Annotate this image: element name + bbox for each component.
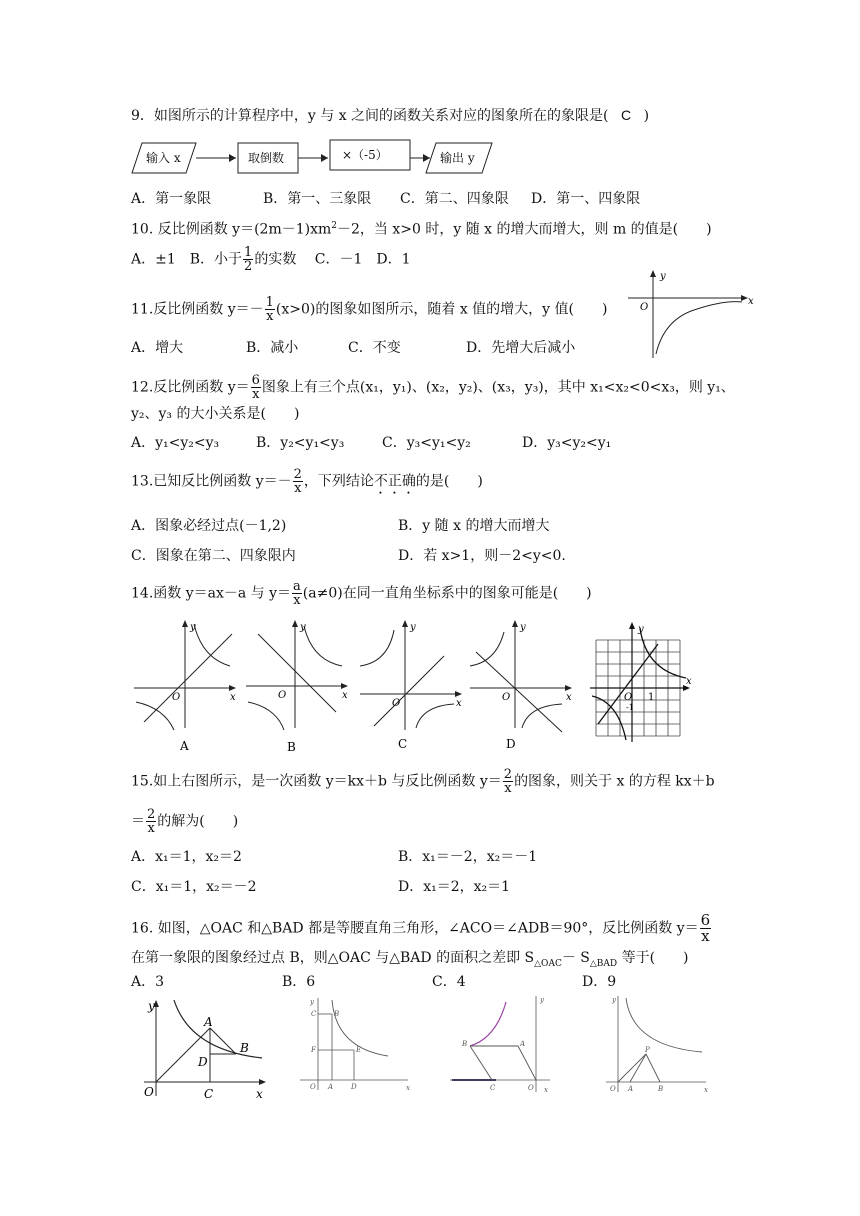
- q15-frac-2-n: 2: [147, 807, 156, 822]
- q15-frac-2: [146, 808, 156, 835]
- q16f3-b: B: [462, 1040, 468, 1048]
- q12-frac-n: 6: [251, 373, 260, 388]
- q16f4-x: x: [704, 1086, 708, 1094]
- q11-frac: [265, 296, 275, 323]
- q16f4-y: y: [612, 996, 616, 1004]
- q13-emph: 不正确: [373, 473, 416, 490]
- q16f1-o: O: [144, 1085, 154, 1099]
- q16-figure-1: [138, 996, 273, 1104]
- q16f1-x: x: [256, 1087, 263, 1101]
- flow-input-label: 输入 x: [146, 151, 181, 165]
- q13-frac-d: x: [294, 481, 302, 496]
- q14-grid-graph: [588, 620, 698, 745]
- q14a-o: O: [172, 692, 181, 703]
- q10-frac-d: 2: [244, 259, 253, 274]
- q16f4-p: P: [645, 1046, 650, 1054]
- q16f2-o: O: [310, 1083, 316, 1091]
- q11-stem-a: 11.反比例函数 y＝－: [131, 301, 264, 318]
- q9-option-d: D．第一、四象限: [531, 191, 641, 207]
- q16-stem-b: 在第一象限的图象经过点 B，则△OAC 与△BAD 的面积之差即 S: [131, 950, 535, 966]
- q16-sub2: △BAD: [589, 958, 618, 969]
- q14-graph-b: [242, 618, 354, 758]
- q16f3-a: A: [520, 1040, 526, 1048]
- q14-caption-b: B: [287, 740, 296, 754]
- q9-answer: C: [620, 107, 632, 123]
- q14-graph-d: [466, 618, 578, 758]
- q9-stem: [131, 105, 649, 126]
- q11-graph-x: x: [748, 296, 754, 307]
- q16f2-a: A: [328, 1083, 334, 1091]
- q15-frac-1-d: x: [504, 781, 512, 796]
- q16f2-x: x: [406, 1084, 410, 1092]
- q16-frac: [700, 913, 712, 944]
- q12-frac: [251, 374, 261, 401]
- q12-option-d: D．y₃<y₂<y₁: [522, 435, 612, 451]
- q15-stem-d: 的解为( ): [157, 813, 239, 830]
- flow-reciprocal-label: 取倒数: [248, 151, 285, 165]
- q11-frac-d: x: [266, 309, 274, 324]
- q14grid-y: y: [638, 624, 644, 635]
- q10-stem-b: －2，当 x>0 时，y 随 x 的增大而增大，则 m 的值是( ): [337, 221, 712, 238]
- q14grid-one: 1: [648, 692, 655, 703]
- q11-option-a: A．增大: [131, 340, 184, 356]
- q16f3-o: O: [528, 1084, 534, 1092]
- q16f2-d: D: [351, 1083, 357, 1091]
- q16f2-c: C: [311, 1010, 317, 1018]
- q16-frac-d: x: [701, 927, 710, 945]
- q13-option-c: C．图象在第二、四象限内: [131, 548, 296, 564]
- flow-multiply-label: ×（-5）: [342, 148, 388, 162]
- q14a-x: x: [230, 692, 236, 703]
- q14grid-neg: -1: [626, 703, 634, 712]
- q14-stem: [131, 580, 592, 607]
- q10-frac-n: 1: [244, 245, 253, 260]
- q13-stem-a: 13.已知反比例函数 y＝－: [131, 473, 292, 490]
- q10-sup: 2: [331, 221, 337, 231]
- q9-option-b: B．第一、三象限: [263, 191, 372, 207]
- q14-graph-a: [130, 618, 242, 758]
- q14-caption-a: A: [180, 739, 189, 753]
- q12-stem-a: 12.反比例函数 y＝: [131, 379, 250, 396]
- q14-caption-c: C: [398, 737, 408, 751]
- q16f4-o: O: [610, 1085, 616, 1093]
- q16f3-c: C: [490, 1084, 496, 1092]
- q15-option-b: B．x₁＝－2，x₂＝－1: [398, 849, 538, 865]
- q10-opt-a: A．±1 B．小于: [131, 251, 243, 268]
- q15-option-a: A．x₁＝1，x₂＝2: [131, 849, 242, 865]
- q10-options: [131, 246, 411, 273]
- q9-stem-text: 9．如图所示的计算程序中，y 与 x 之间的函数关系对应的图象所在的象限是(: [131, 108, 609, 124]
- q16f2-e: E: [356, 1046, 362, 1054]
- q16f4-b: B: [658, 1085, 664, 1093]
- q16-figure-4: [602, 992, 712, 1096]
- q16-option-c: C．4: [432, 974, 466, 990]
- q16f1-y: y: [148, 999, 155, 1013]
- q11-option-d: D．先增大后减小: [466, 340, 576, 356]
- q14grid-o: O: [624, 692, 633, 703]
- q9-option-a: A．第一象限: [131, 191, 212, 207]
- q13-stem: [131, 468, 483, 498]
- q14-stem-b: (a≠0)在同一直角坐标系中的图象可能是( ): [302, 585, 592, 602]
- q16-option-d: D．9: [582, 974, 617, 990]
- q14-caption-d: D: [506, 737, 516, 751]
- q16-figure-2: [298, 994, 416, 1094]
- q16f1-a: A: [204, 1015, 213, 1029]
- q14a-y: y: [190, 622, 196, 633]
- q16f2-b: B: [334, 1010, 340, 1018]
- q13-frac: [293, 468, 303, 495]
- q15-frac-2-d: x: [147, 821, 155, 836]
- q16f1-c: C: [204, 1087, 214, 1101]
- q14b-o: O: [278, 690, 287, 701]
- q14d-o: O: [502, 692, 511, 703]
- q10-frac: [243, 246, 253, 273]
- q14c-x: x: [456, 698, 462, 709]
- q16f3-y: y: [540, 996, 544, 1004]
- q12-stem: [131, 374, 735, 401]
- q13-stem-b: ，下列结论: [303, 473, 374, 490]
- q10-opt-b: 的实数 C．－1 D．1: [254, 251, 411, 268]
- q16-sub1: △OAC: [534, 958, 562, 969]
- q14-frac-n: a: [293, 579, 301, 594]
- q13-option-b: B．y 随 x 的增大而增大: [398, 518, 550, 534]
- q16-stem-c: 等于( ): [617, 950, 689, 966]
- q15-stem-2: [131, 808, 238, 835]
- q16-option-a: A．3: [131, 974, 165, 990]
- q16f3-x: x: [544, 1086, 548, 1094]
- q14d-x: x: [566, 692, 572, 703]
- q15-frac-1-n: 2: [503, 767, 513, 782]
- q12-frac-d: x: [252, 387, 260, 402]
- q9-close: ): [643, 108, 650, 124]
- q15-option-d: D．x₁＝2，x₂＝1: [398, 879, 511, 895]
- q14c-o: O: [392, 698, 401, 709]
- q14b-x: x: [342, 690, 348, 701]
- q12-stem-b: 图象上有三个点(x₁，y₁)、(x₂，y₂)、(x₃，y₃)，其中 x₁<x₂<0<x₃，则 y₁、: [261, 379, 735, 396]
- q12-stem-c: y₂、y₃ 的大小关系是( ): [131, 406, 300, 422]
- q13-option-a: A．图象必经过点(－1,2): [131, 518, 287, 534]
- q12-option-c: C．y₃<y₁<y₂: [382, 435, 471, 451]
- q16-frac-n: 6: [700, 911, 711, 929]
- q12-option-a: A．y₁<y₂<y₃: [131, 435, 220, 451]
- q11-option-c: C．不变: [348, 340, 401, 356]
- q14-frac: [292, 580, 302, 607]
- q15-stem-a: 15.如上右图所示，是一次函数 y＝kx＋b 与反比例函数 y＝: [131, 773, 502, 790]
- q16-mid: － S: [561, 950, 590, 966]
- q15-frac-1: [503, 768, 513, 795]
- q11-graph-o: O: [640, 302, 649, 313]
- q16f2-f: F: [311, 1046, 316, 1054]
- q11-graph: [624, 268, 759, 360]
- q14-frac-d: x: [293, 593, 301, 608]
- q14b-y: y: [300, 622, 306, 633]
- q14-stem-a: 14.函数 y＝ax－a 与 y＝: [131, 585, 292, 602]
- q11-frac-n: 1: [265, 295, 274, 310]
- q10-stem-a: 10. 反比例函数 y＝(2m－1)xm: [131, 221, 332, 238]
- q16-option-b: B．6: [282, 974, 316, 990]
- q14c-y: y: [410, 622, 416, 633]
- q15-option-c: C．x₁＝1，x₂＝－2: [131, 879, 257, 895]
- q13-stem-c: 的是( ): [415, 473, 483, 490]
- q11-stem: [131, 296, 607, 323]
- q16f2-y: y: [310, 998, 314, 1006]
- q10-stem: [131, 216, 712, 240]
- q16-stem-a: 16. 如图，△OAC 和△BAD 都是等腰直角三角形，∠ACO＝∠ADB＝90°，反比例函数 y＝: [131, 920, 699, 937]
- q14d-y: y: [520, 622, 526, 633]
- q13-frac-n: 2: [293, 467, 302, 482]
- q14-graph-c: [356, 618, 468, 758]
- q15-stem: [131, 768, 715, 795]
- q9-option-c: C．第二、四象限: [400, 191, 509, 207]
- flow-output-label: 输出 y: [440, 151, 475, 165]
- q16-stem-2: [131, 948, 689, 974]
- q11-option-b: B．减小: [246, 340, 299, 356]
- q16-stem: [131, 913, 712, 944]
- q14grid-x: x: [686, 676, 692, 687]
- q11-stem-b: (x>0)的图象如图所示，随着 x 值的增大，y 值( ): [275, 301, 608, 318]
- q16-figure-3: [446, 992, 556, 1096]
- q12-option-b: B．y₂<y₁<y₃: [256, 435, 345, 451]
- q16f4-a: A: [628, 1085, 634, 1093]
- q11-graph-y: y: [660, 271, 666, 282]
- q13-option-d: D．若 x>1，则－2<y<0.: [398, 548, 566, 564]
- q16f1-d: D: [198, 1055, 208, 1069]
- q16f1-b: B: [240, 1041, 249, 1055]
- q15-stem-c: ＝: [131, 813, 145, 830]
- q15-stem-b: 的图象，则关于 x 的方程 kx＋b: [514, 773, 715, 790]
